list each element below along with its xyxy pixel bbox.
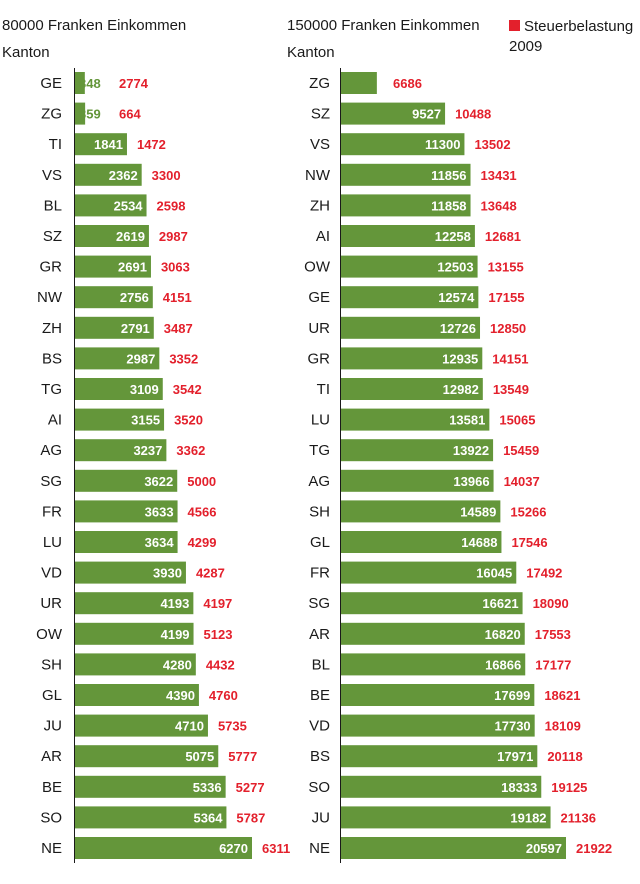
right-category-label: TI bbox=[316, 381, 330, 398]
left-tax-2009-value: 5777 bbox=[228, 749, 258, 765]
left-chart-title: 80000 Franken Einkommen bbox=[2, 17, 187, 34]
left-bar-value: 5075 bbox=[185, 749, 215, 765]
left-category-label: UR bbox=[40, 595, 62, 613]
left-tax-2009-value: 5000 bbox=[187, 473, 217, 489]
left-category-label: AI bbox=[47, 411, 62, 429]
right-tax-2009-value: 13648 bbox=[480, 198, 517, 214]
left-bar-value: 2987 bbox=[126, 351, 156, 367]
right-bar-value: 13966 bbox=[453, 473, 490, 489]
right-tax-2009-value: 10488 bbox=[455, 106, 492, 122]
right-bar-value: 13922 bbox=[452, 443, 490, 459]
left-bar-value: 1841 bbox=[94, 137, 123, 153]
right-bar-value: 16045 bbox=[476, 565, 513, 581]
right-bar-value: 12935 bbox=[442, 351, 479, 367]
left-tax-2009-value: 1472 bbox=[136, 137, 166, 153]
right-category-label: BS bbox=[309, 748, 330, 766]
left-category-label: ZG bbox=[41, 105, 62, 123]
left-bar-value: 2534 bbox=[113, 198, 143, 214]
right-tax-2009-value: 21922 bbox=[576, 841, 613, 856]
left-bar-value: 2691 bbox=[118, 259, 147, 275]
left-bar-value: 3633 bbox=[144, 504, 174, 520]
left-category-label: GR bbox=[39, 258, 62, 276]
left-tax-2009-value: 4287 bbox=[195, 565, 225, 581]
right-category-label: LU bbox=[310, 411, 330, 429]
left-bar-value: 2756 bbox=[119, 290, 149, 306]
right-bar-value: 12574 bbox=[438, 290, 475, 306]
right-tax-2009-value: 14037 bbox=[503, 473, 540, 489]
left-tax-2009-value: 4760 bbox=[208, 688, 238, 703]
left-tax-2009-value: 3520 bbox=[174, 412, 203, 428]
right-bar-value: 14688 bbox=[461, 535, 498, 550]
right-category-label: FR bbox=[310, 564, 330, 582]
left-category-label: ZH bbox=[42, 319, 62, 337]
right-category-label: Kanton bbox=[287, 44, 335, 61]
right-bar-value: 16820 bbox=[484, 626, 521, 642]
left-tax-2009-value: 3487 bbox=[163, 320, 193, 336]
left-tax-2009-value: 3063 bbox=[160, 259, 190, 275]
left-tax-2009-value: 3542 bbox=[172, 382, 202, 397]
right-bar-value: 12503 bbox=[437, 259, 474, 275]
right-bar-value: 19182 bbox=[510, 810, 547, 826]
right-tax-2009-value: 6686 bbox=[393, 76, 422, 91]
left-tax-2009-value: 4197 bbox=[203, 596, 233, 612]
left-tax-2009-value: 4432 bbox=[205, 657, 235, 673]
right-bar-value: 20597 bbox=[525, 841, 562, 856]
right-tax-2009-value: 12681 bbox=[484, 229, 522, 244]
right-tax-2009-value: 13155 bbox=[487, 259, 524, 275]
right-tax-2009-value: 18621 bbox=[544, 688, 581, 703]
left-tax-2009-value: 3352 bbox=[169, 351, 199, 367]
left-category-label: TI bbox=[48, 136, 62, 154]
left-category-label: SG bbox=[40, 472, 62, 490]
left-category-label: GL bbox=[41, 687, 62, 704]
right-category-label: GE bbox=[308, 289, 330, 307]
right-category-label: BE bbox=[309, 687, 330, 704]
left-bar-value: 3634 bbox=[144, 535, 174, 550]
left-category-label: Kanton bbox=[2, 44, 50, 61]
left-tax-2009-value: 6311 bbox=[262, 841, 291, 856]
right-bar-value: 9527 bbox=[412, 106, 442, 122]
left-category-label: NW bbox=[37, 289, 62, 307]
right-tax-2009-value: 15459 bbox=[503, 443, 540, 459]
right-bar-value: 17971 bbox=[497, 749, 534, 765]
left-tax-2009-value: 5735 bbox=[217, 718, 247, 734]
left-tax-2009-value: 4299 bbox=[187, 535, 217, 550]
left-bar-value: 5364 bbox=[193, 810, 223, 826]
left-bar-value: 5336 bbox=[192, 779, 222, 795]
left-category-label: VS bbox=[41, 166, 62, 184]
right-bar-value: 12258 bbox=[434, 229, 471, 244]
right-tax-2009-value: 17492 bbox=[526, 565, 563, 581]
right-bar-value: 3283 bbox=[345, 76, 374, 91]
right-tax-2009-value: 19125 bbox=[551, 779, 588, 795]
left-bar-value: 3155 bbox=[131, 412, 161, 428]
left-category-label: SZ bbox=[42, 228, 62, 245]
left-category-label: BS bbox=[41, 350, 62, 368]
left-tax-2009-value: 2774 bbox=[119, 76, 148, 91]
right-tax-2009-value: 17155 bbox=[488, 290, 525, 306]
right-category-label: NE bbox=[309, 840, 330, 857]
right-tax-2009-value: 14151 bbox=[492, 351, 529, 367]
left-tax-2009-value: 2598 bbox=[156, 198, 186, 214]
right-tax-2009-value: 20118 bbox=[547, 749, 583, 765]
right-category-label: AI bbox=[315, 228, 330, 245]
right-category-label: JU bbox=[311, 809, 330, 827]
right-category-label: OW bbox=[304, 258, 330, 276]
left-tax-2009-value: 664 bbox=[119, 106, 141, 122]
left-category-label: SH bbox=[41, 656, 62, 674]
left-tax-2009-value: 4566 bbox=[187, 504, 217, 520]
left-category-label: FR bbox=[42, 503, 62, 521]
right-category-label: SH bbox=[309, 503, 330, 521]
right-tax-2009-value: 13431 bbox=[480, 167, 517, 183]
right-tax-2009-value: 15266 bbox=[510, 504, 547, 520]
left-category-label: BL bbox=[43, 197, 62, 215]
right-category-label: SO bbox=[308, 778, 330, 796]
right-tax-2009-value: 17546 bbox=[511, 535, 548, 550]
right-category-label: GL bbox=[309, 534, 330, 551]
left-tax-2009-value: 3362 bbox=[176, 443, 206, 459]
left-bar-value: 4390 bbox=[166, 688, 195, 703]
right-tax-2009-value: 18109 bbox=[544, 718, 581, 734]
right-bar-value: 14589 bbox=[460, 504, 497, 520]
right-bar-value: 17699 bbox=[494, 688, 531, 703]
left-tax-2009-value: 2987 bbox=[158, 229, 188, 244]
left-tax-2009-value: 5277 bbox=[235, 779, 265, 795]
right-tax-2009-value: 21136 bbox=[560, 810, 596, 826]
right-category-label: VD bbox=[309, 717, 330, 735]
right-tax-2009-value: 18090 bbox=[532, 596, 569, 612]
right-bar-value: 11300 bbox=[425, 137, 461, 153]
left-category-label: NE bbox=[41, 840, 62, 857]
left-bar-value: 2791 bbox=[120, 320, 150, 336]
left-category-label: OW bbox=[36, 625, 62, 643]
left-tax-2009-value: 5123 bbox=[203, 626, 233, 642]
right-category-label: VS bbox=[309, 136, 330, 154]
left-category-label: LU bbox=[42, 534, 62, 551]
right-bar-value: 11856 bbox=[431, 167, 467, 183]
left-category-label: JU bbox=[43, 717, 62, 735]
right-bar-value: 12982 bbox=[442, 382, 479, 397]
left-bar-value: 6270 bbox=[219, 841, 248, 856]
left-bar-value: 3622 bbox=[144, 473, 174, 489]
left-bar-value: 4710 bbox=[175, 718, 204, 734]
left-category-label: AG bbox=[40, 442, 62, 460]
right-bar-value: 11858 bbox=[431, 198, 467, 214]
right-bar-value: 17730 bbox=[494, 718, 531, 734]
right-bar-value: 12726 bbox=[439, 320, 477, 336]
left-tax-2009-value: 4151 bbox=[162, 290, 192, 306]
right-category-label: TG bbox=[309, 442, 330, 460]
left-category-label: TG bbox=[41, 381, 62, 398]
left-bar-value: 3109 bbox=[129, 382, 159, 397]
left-category-label: GE bbox=[40, 75, 62, 92]
right-tax-2009-value: 15065 bbox=[499, 412, 536, 428]
right-category-label: SZ bbox=[310, 105, 330, 123]
left-category-label: AR bbox=[41, 748, 62, 766]
right-category-label: BL bbox=[311, 656, 330, 674]
right-tax-2009-value: 13549 bbox=[492, 382, 529, 397]
left-category-label: VD bbox=[41, 564, 62, 582]
left-bar-value: 3237 bbox=[133, 443, 163, 459]
right-category-label: ZG bbox=[309, 75, 330, 92]
left-bar-value: 4199 bbox=[160, 626, 190, 642]
left-bar-value: 4280 bbox=[162, 657, 192, 673]
right-bar-value: 13581 bbox=[449, 412, 486, 428]
right-category-label: NW bbox=[305, 166, 330, 184]
right-tax-2009-value: 12850 bbox=[490, 320, 527, 336]
right-tax-2009-value: 17553 bbox=[534, 626, 571, 642]
right-category-label: AR bbox=[309, 625, 330, 643]
left-category-label: BE bbox=[41, 778, 62, 796]
left-tax-2009-value: 5787 bbox=[236, 810, 266, 826]
left-bar-value: 4193 bbox=[160, 596, 190, 612]
left-tax-2009-value: 3300 bbox=[151, 167, 181, 183]
right-tax-2009-value: 13502 bbox=[474, 137, 511, 153]
left-bar-value: 348 bbox=[79, 76, 101, 91]
legend-label: Steuerbelastung 2009 bbox=[509, 18, 634, 55]
left-bar-value: 3930 bbox=[153, 565, 182, 581]
right-tax-2009-value: 17177 bbox=[535, 657, 572, 673]
left-bar-value: 2362 bbox=[108, 167, 138, 183]
right-category-label: UR bbox=[308, 319, 330, 337]
right-category-label: ZH bbox=[310, 197, 330, 215]
right-bar-value: 16621 bbox=[482, 596, 519, 612]
right-category-label: GR bbox=[307, 350, 330, 368]
right-bar-value: 16866 bbox=[485, 657, 522, 673]
left-bar-value: 2619 bbox=[116, 229, 145, 244]
right-bar-value: 18333 bbox=[501, 779, 538, 795]
right-category-label: SG bbox=[308, 595, 330, 613]
left-category-label: SO bbox=[40, 809, 62, 827]
right-category-label: AG bbox=[308, 472, 330, 490]
left-bar-value: 359 bbox=[79, 106, 101, 122]
right-chart-title: 150000 Franken Einkommen bbox=[287, 17, 480, 34]
